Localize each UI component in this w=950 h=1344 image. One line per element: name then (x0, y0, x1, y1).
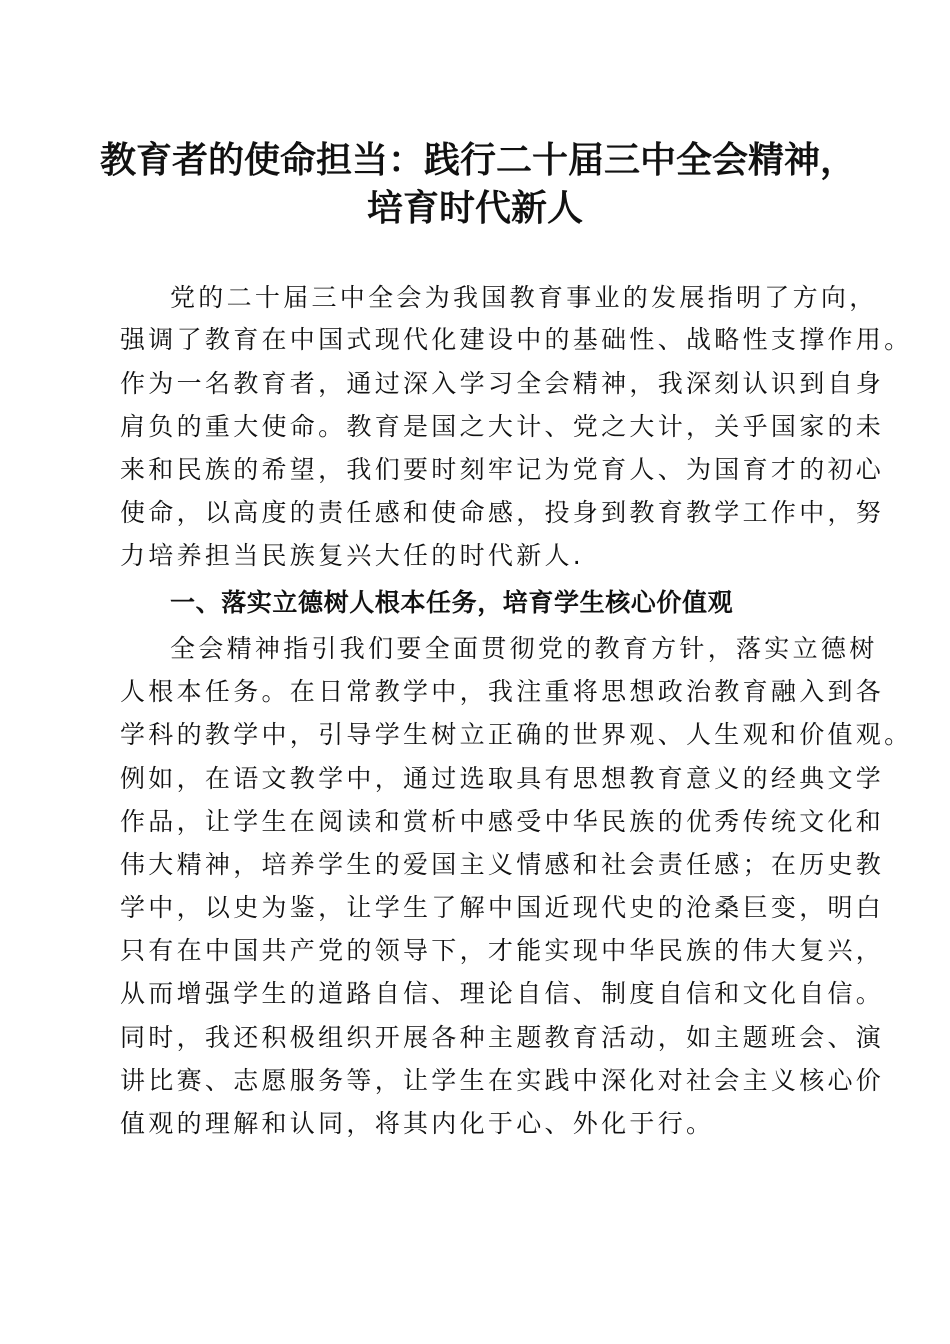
paragraph-2-line: 学科的教学中，引导学生树立正确的世界观、人生观和价值观。 (120, 720, 913, 749)
paragraph-1-line: 来和民族的希望，我们要时刻牢记为党育人、为国育才的初心 (120, 455, 885, 484)
paragraph-2-line: 伟大精神，培养学生的爱国主义情感和社会责任感；在历史教 (120, 850, 885, 879)
paragraph-2-line: 例如，在语文教学中，通过选取具有思想教育意义的经典文学 (120, 764, 885, 793)
paragraph-1-line: 力培养担当民族复兴大任的时代新人. (120, 541, 585, 570)
paragraph-2-line: 只有在中国共产党的领导下，才能实现中华民族的伟大复兴， (120, 936, 885, 965)
document-title-line-2: 培育时代新人 (366, 187, 583, 229)
paragraph-2-line: 值观的理解和认同，将其内化于心、外化于行。 (120, 1109, 715, 1138)
paragraph-2-line: 作品，让学生在阅读和赏析中感受中华民族的优秀传统文化和 (120, 807, 885, 836)
paragraph-1-line: 肩负的重大使命。教育是国之大计、党之大计，关乎国家的未 (120, 412, 885, 441)
paragraph-2-line: 同时，我还积极组织开展各种主题教育活动，如主题班会、演 (120, 1023, 885, 1052)
document-title-line-1: 教育者的使命担当：践行二十届三中全会精神， (100, 139, 857, 181)
paragraph-2-line: 人根本任务。在日常教学中，我注重将思想政治教育融入到各 (120, 677, 885, 706)
paragraph-2-line: 学中，以史为鉴，让学生了解中国近现代史的沧桑巨变，明白 (120, 893, 885, 922)
paragraph-2-line: 从而增强学生的道路自信、理论自信、制度自信和文化自信。 (120, 979, 885, 1008)
section-1-heading: 一、落实立德树人根本任务，培育学生核心价值观 (170, 588, 734, 617)
paragraph-1-line: 作为一名教育者，通过深入学习全会精神，我深刻认识到自身 (120, 369, 885, 398)
paragraph-1-line: 强调了教育在中国式现代化建设中的基础性、战略性支撑作用。 (120, 325, 913, 354)
paragraph-1-line: 使命，以高度的责任感和使命感，投身到教育教学工作中，努 (120, 498, 885, 527)
paragraph-2-line: 讲比赛、志愿服务等，让学生在实践中深化对社会主义核心价 (120, 1066, 885, 1095)
paragraph-1-line: 党的二十届三中全会为我国教育事业的发展指明了方向， (170, 283, 878, 312)
paragraph-2-line: 全会精神指引我们要全面贯彻党的教育方针，落实立德树 (170, 634, 878, 663)
